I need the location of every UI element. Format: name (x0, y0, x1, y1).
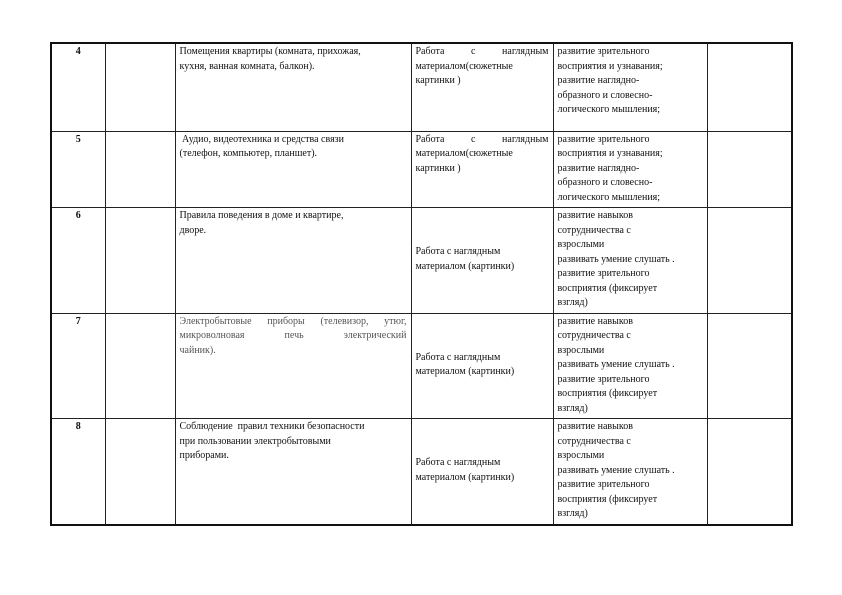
method-line: материалом (картинки) (415, 471, 515, 483)
row-number: 6 (51, 208, 105, 314)
goal-line: восприятия (фиксирует (557, 493, 658, 505)
goal-line: восприятия и узнавания; (557, 148, 663, 159)
table-row (51, 43, 792, 131)
goal-line: развивать умение слушать . (557, 253, 675, 265)
method-cell (411, 313, 553, 419)
empty-cell (105, 43, 175, 131)
empty-cell (707, 313, 792, 419)
goals-cell (553, 419, 707, 525)
table-row (51, 131, 792, 208)
empty-cell (105, 419, 175, 525)
method-line: Работа с наглядным (415, 246, 501, 258)
method-cell (411, 131, 553, 208)
goal-line: развитие навыков (557, 421, 633, 432)
empty-cell (105, 313, 175, 419)
goals-cell (553, 313, 707, 419)
method-cell (411, 43, 553, 131)
method-cell (411, 208, 553, 314)
goal-line: взрослыми (557, 344, 605, 356)
method-cell (411, 419, 553, 525)
goal-line: образного и словесно- (557, 89, 653, 101)
goals-cell (553, 43, 707, 131)
empty-cell (707, 208, 792, 314)
row-number: 8 (51, 419, 105, 525)
empty-cell (707, 43, 792, 131)
goal-line: взрослыми (557, 450, 605, 461)
theme-line: Электробытовые приборы (телевизор, утюг, (179, 315, 407, 327)
method-line: материалом(сюжетные (415, 148, 513, 159)
theme-line: кухня, ванная комната, балкон). (179, 60, 315, 72)
method-line: Работа с наглядным (415, 351, 501, 363)
theme-line: при пользовании электробытовыми (179, 435, 331, 447)
goal-line: развитие зрительного (557, 373, 650, 385)
theme-cell (175, 313, 411, 419)
goal-line: развитие навыков (557, 315, 633, 327)
goal-line: развивать умение слушать . (557, 359, 675, 370)
theme-line: микроволновая печь электрический (179, 330, 407, 341)
goal-line: сотрудничества с (557, 224, 631, 236)
row-number: 7 (51, 313, 105, 419)
method-line: картинки ) (415, 162, 461, 174)
goal-line: сотрудничества с (557, 435, 631, 447)
goal-line: логического мышления; (557, 104, 661, 115)
goal-line: восприятия и узнавания; (557, 60, 663, 72)
theme-line: Правила поведения в доме и квартире, (179, 210, 344, 221)
goal-line: образного и словесно- (557, 177, 653, 188)
goal-line: взгляд) (557, 402, 588, 414)
theme-line: дворе. (179, 224, 207, 236)
goal-line: взгляд) (557, 297, 588, 308)
goal-line: сотрудничества с (557, 330, 631, 341)
theme-cell (175, 131, 411, 208)
row-number: 4 (51, 43, 105, 131)
method-line: картинки ) (415, 75, 461, 86)
goal-line: развивать умение слушать . (557, 464, 675, 476)
empty-cell (707, 419, 792, 525)
empty-cell (707, 131, 792, 208)
goals-cell (553, 208, 707, 314)
goal-line: взгляд) (557, 508, 588, 519)
theme-cell (175, 419, 411, 525)
goals-cell (553, 131, 707, 208)
method-line: материалом (картинки) (415, 366, 515, 378)
empty-cell (105, 208, 175, 314)
theme-cell (175, 43, 411, 131)
table-row (51, 313, 792, 419)
theme-line: чайник). (179, 344, 216, 356)
goal-line: развитие наглядно- (557, 75, 640, 86)
table-row (51, 208, 792, 314)
lesson-plan-table (50, 42, 793, 526)
table-row (51, 419, 792, 525)
goal-line: развитие зрительного (557, 268, 650, 279)
goal-line: развитие навыков (557, 210, 633, 221)
method-line: материалом(сюжетные (415, 60, 513, 72)
goal-line: развитие зрительного (557, 46, 650, 57)
theme-line: приборами. (179, 450, 229, 461)
theme-line: Аудио, видеотехника и средства связи (179, 133, 344, 145)
goal-line: восприятия (фиксирует (557, 282, 658, 294)
goal-line: развитие зрительного (557, 479, 650, 490)
method-line: Работа с наглядным (415, 457, 501, 469)
goal-line: восприятия (фиксирует (557, 388, 658, 399)
theme-cell (175, 208, 411, 314)
goal-line: логического мышления; (557, 191, 661, 203)
method-line: Работа с наглядным (415, 46, 549, 57)
theme-line: Соблюдение правил техники безопасности (179, 421, 365, 432)
method-line: материалом (картинки) (415, 260, 515, 272)
empty-cell (105, 131, 175, 208)
goal-line: развитие наглядно- (557, 162, 640, 174)
goal-line: развитие зрительного (557, 133, 650, 145)
theme-line: Помещения квартиры (комната, прихожая, (179, 46, 361, 57)
goal-line: взрослыми (557, 239, 605, 250)
method-line: Работа с наглядным (415, 133, 549, 145)
theme-line: (телефон, компьютер, планшет). (179, 148, 318, 159)
row-number: 5 (51, 131, 105, 208)
